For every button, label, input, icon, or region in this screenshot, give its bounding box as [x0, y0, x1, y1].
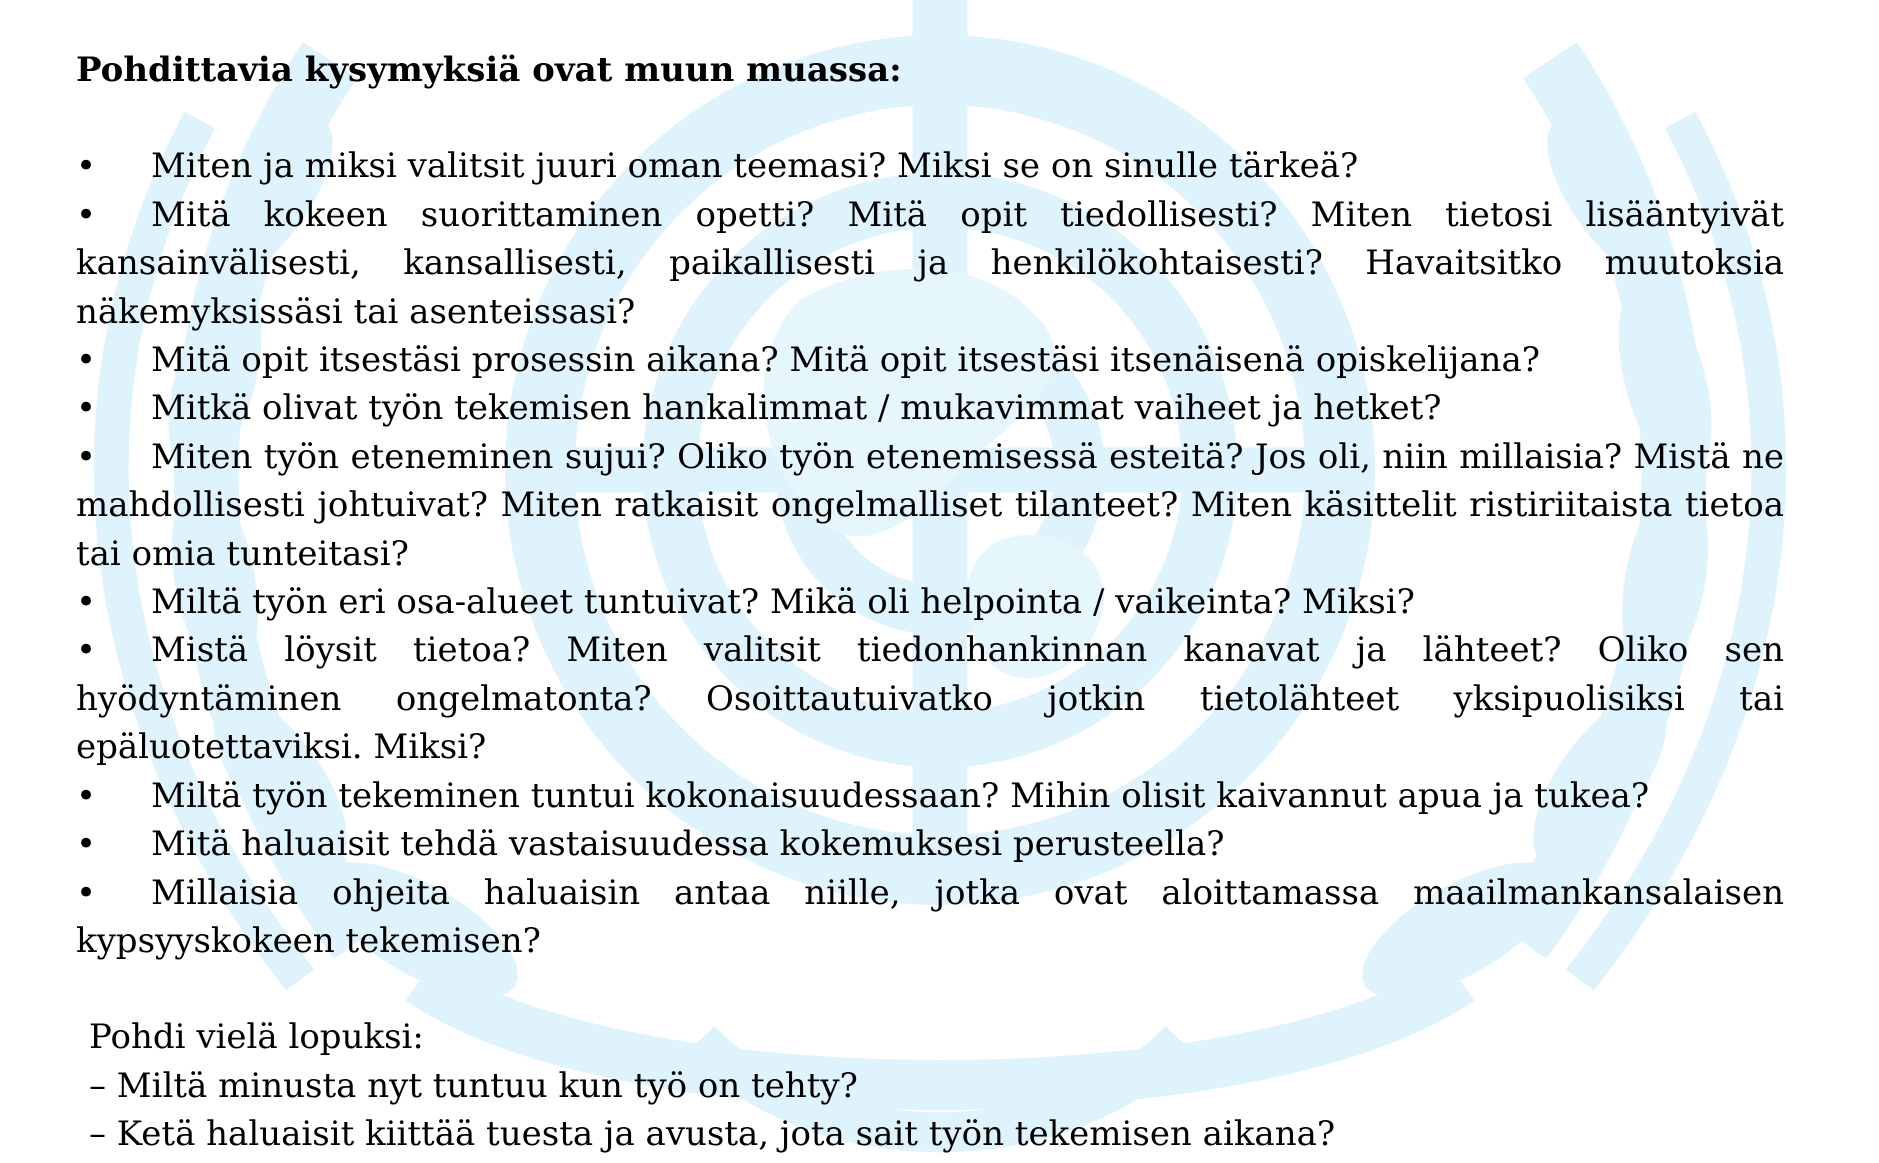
question-text: Mitä kokeen suorittaminen opetti? Mitä opit tiedollisesti? Miten tietosi lisääntyivät kansainvälisesti, kansallisesti, paikallisesti ja henkilökohtaisesti? Havaitsitko muutoksia näkemyksissäsi tai asenteissasi? [76, 194, 1784, 332]
bullet-icon: • [76, 146, 97, 187]
bullet-icon: • [76, 630, 97, 671]
list-item [76, 869, 1784, 966]
question-text: Millaisia ohjeita haluaisin antaa niille, jotka ovat aloittamassa maailmankansalaisen kypsyyskokeen tekemisen? [76, 872, 1784, 961]
question-text: Mitkä olivat työn tekemisen hankalimmat / mukavimmat vaiheet ja hetket? [151, 388, 1442, 429]
list-item [76, 772, 1784, 820]
closing-intro: Pohdi vielä lopuksi: [89, 1017, 424, 1058]
section-heading: Pohdittavia kysymyksiä ovat muun muassa: [76, 50, 902, 90]
question-text: Mitä haluaisit tehdä vastaisuudessa kokemuksesi perusteella? [151, 824, 1225, 865]
bullet-icon: • [76, 388, 97, 429]
list-item [76, 626, 1784, 771]
closing-question: – Miltä minusta nyt tuntuu kun työ on tehty? [89, 1065, 858, 1106]
question-text: Mitä opit itsestäsi prosessin aikana? Mitä opit itsestäsi itsenäisenä opiskelijana? [151, 340, 1540, 381]
closing-question: – Ketä haluaisit kiittää tuesta ja avusta, jota sait työn tekemisen aikana? [89, 1114, 1336, 1155]
question-text: Miltä työn eri osa-alueet tuntuivat? Mikä oli helpointa / vaikeinta? Miksi? [151, 582, 1415, 623]
bullet-icon: • [76, 194, 97, 235]
list-item [76, 433, 1784, 578]
closing-section [76, 1013, 1784, 1158]
bullet-icon: • [76, 436, 97, 477]
bullet-icon: • [76, 340, 97, 381]
list-item [76, 384, 1784, 432]
bullet-icon: • [76, 775, 97, 816]
list-item [76, 578, 1784, 626]
list-item [76, 191, 1784, 336]
bullet-icon: • [76, 872, 97, 913]
question-text: Mistä löysit tietoa? Miten valitsit tiedonhankinnan kanavat ja lähteet? Oliko sen hyödyntäminen ongelmatonta? Osoittautuivatko jotkin tietolähteet yksipuolisiksi tai epäluotettaviksi. Miksi? [76, 630, 1784, 768]
question-text: Miten ja miksi valitsit juuri oman teemasi? Miksi se on sinulle tärkeä? [151, 146, 1359, 187]
document-page [76, 46, 1784, 1159]
question-text: Miltä työn tekeminen tuntui kokonaisuudessaan? Mihin olisit kaivannut apua ja tukea? [151, 775, 1650, 816]
bullet-icon: • [76, 824, 97, 865]
list-item [76, 336, 1784, 384]
question-list [76, 142, 1784, 965]
list-item [76, 142, 1784, 190]
question-text: Miten työn eteneminen sujui? Oliko työn etenemisessä esteitä? Jos oli, niin millaisia? Mistä ne mahdollisesti johtuivat? Miten ratkaisit ongelmalliset tilanteet? Miten käsittelit ristiriitaista tietoa tai omia tunteitasi? [76, 436, 1784, 574]
bullet-icon: • [76, 582, 97, 623]
list-item [76, 820, 1784, 868]
